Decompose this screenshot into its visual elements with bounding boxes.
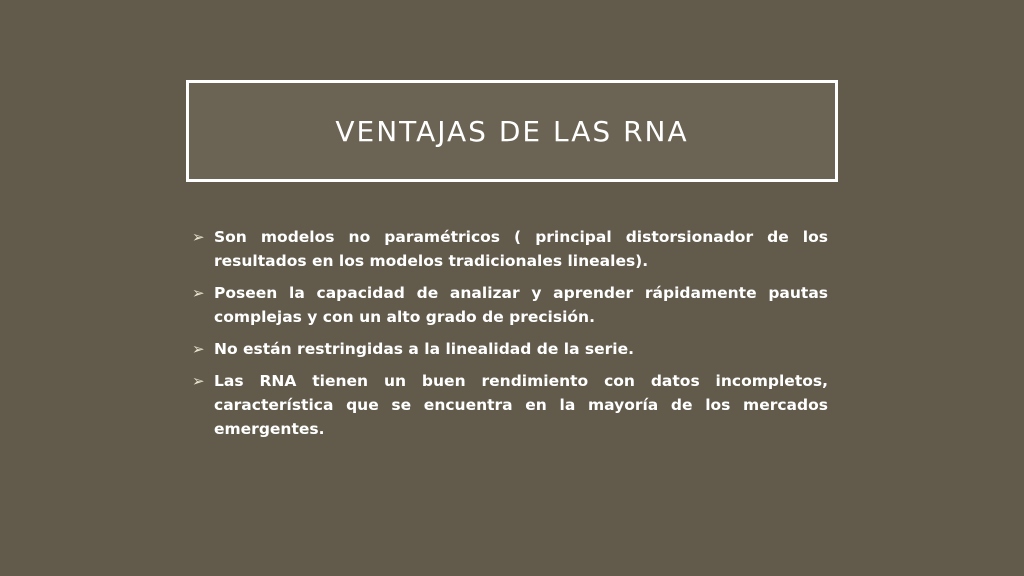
bullet-text: No están restringidas a la linealidad de la serie. <box>214 340 635 358</box>
arrow-bullet-icon: ➢ <box>192 372 205 390</box>
arrow-bullet-icon: ➢ <box>192 228 205 246</box>
list-item <box>192 369 828 441</box>
bullet-text: Poseen la capacidad de analizar y aprender rápidamente pautas complejas y con un alto grado de precisión. <box>214 284 828 326</box>
list-item <box>192 225 828 273</box>
list-item <box>192 281 828 329</box>
list-item <box>192 337 828 361</box>
slide-title: VENTAJAS DE LAS RNA <box>335 114 689 148</box>
bullet-list <box>192 225 828 449</box>
bullet-text: Las RNA tienen un buen rendimiento con datos incompletos, característica que se encuentra en la mayoría de los mercados emergentes. <box>214 372 828 438</box>
arrow-bullet-icon: ➢ <box>192 340 205 358</box>
arrow-bullet-icon: ➢ <box>192 284 205 302</box>
bullet-text: Son modelos no paramétricos ( principal distorsionador de los resultados en los modelos tradicionales lineales). <box>214 228 828 270</box>
title-box <box>186 80 838 182</box>
